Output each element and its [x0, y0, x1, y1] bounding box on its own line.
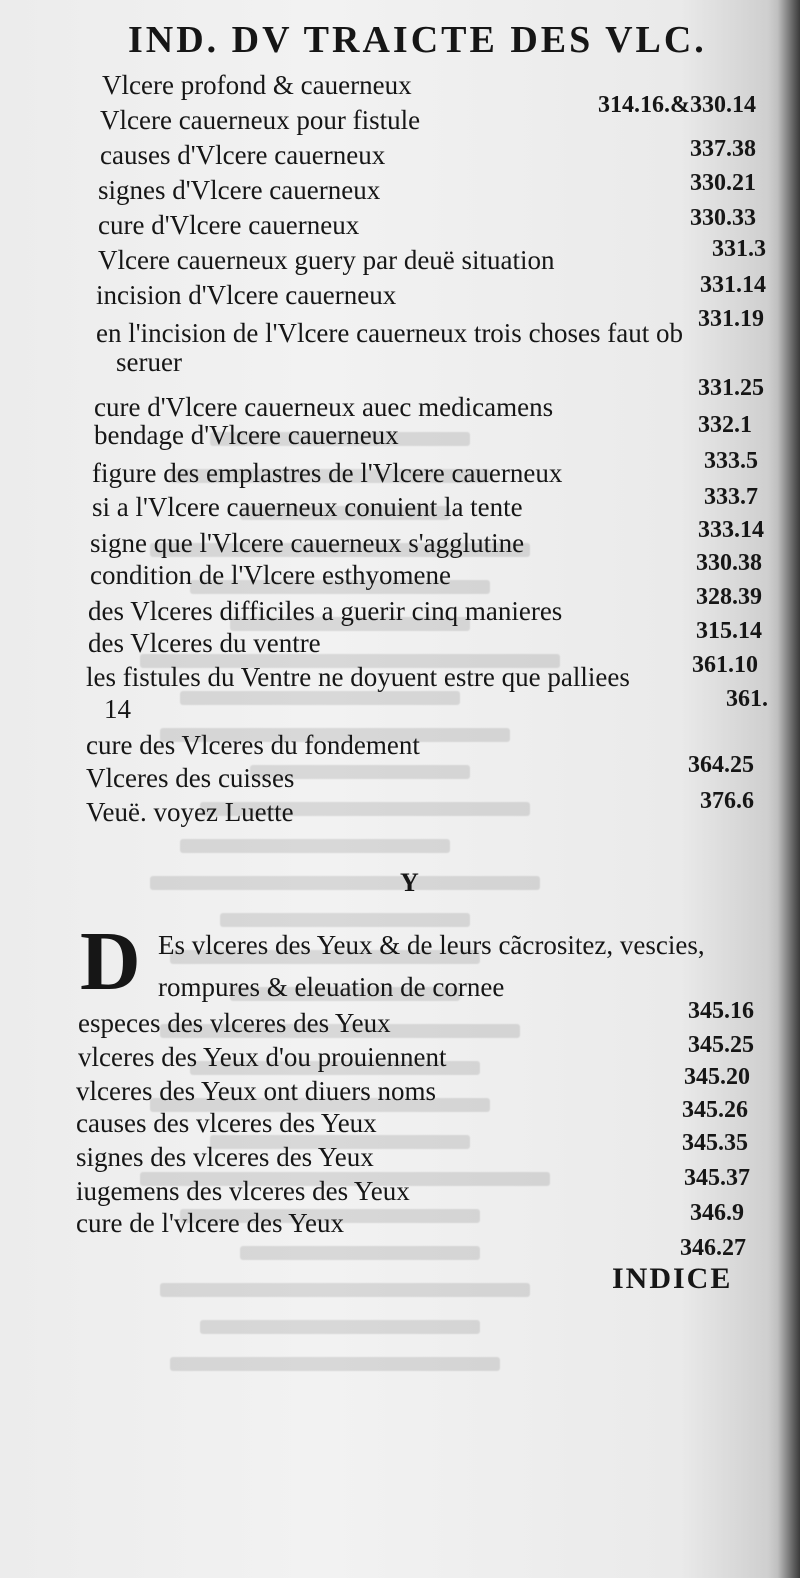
index-entry: Vlcere cauerneux pour fistule [100, 105, 421, 135]
section-letter: Y [400, 868, 419, 897]
index-entry-continuation: seruer [116, 347, 182, 377]
index-entry: especes des vlceres des Yeux [78, 1008, 391, 1038]
index-entry: vlceres des Yeux ont diuers noms [76, 1076, 436, 1106]
index-entry: cure d'Vlcere cauerneux [98, 210, 360, 240]
page-ref: 331.25 [698, 375, 764, 401]
page-ref: 333.7 [704, 484, 758, 510]
page-ref: 333.14 [698, 517, 764, 543]
index-entry: signes des vlceres des Yeux [76, 1142, 374, 1172]
page-ref: 330.38 [696, 550, 762, 576]
page-ref: 314.16.&330.14 [598, 92, 756, 118]
index-entry: des Vlceres du ventre [88, 628, 321, 658]
index-entry: vlceres des Yeux d'ou prouiennent [78, 1042, 447, 1072]
index-entry: causes des vlceres des Yeux [76, 1108, 377, 1138]
index-entry: les fistules du Ventre ne doyuent estre que palliees [86, 662, 630, 692]
index-entry: en l'incision de l'Vlcere cauerneux trois choses faut ob [96, 318, 684, 348]
page-ref: 330.33 [690, 205, 756, 231]
index-entry-continuation: 14 [104, 694, 131, 724]
page-ref: 315.14 [696, 618, 762, 644]
section-intro-line: rompures & eleuation de cornee [158, 972, 505, 1002]
index-entry: signes d'Vlcere cauerneux [98, 175, 381, 205]
drop-cap: D [80, 915, 141, 1008]
book-spine-shadow [778, 0, 800, 1578]
index-entry: cure de l'vlcere des Yeux [76, 1208, 345, 1238]
index-entry: cure d'Vlcere cauerneux auec medicamens [94, 392, 554, 422]
page-ref: 364.25 [688, 752, 754, 778]
index-entry: Vlcere profond & cauerneux [102, 70, 412, 100]
index-entry: bendage d'Vlcere cauerneux [94, 420, 399, 450]
page-ref: 346.27 [680, 1235, 746, 1261]
page-ref: 328.39 [696, 584, 762, 610]
page-ref: 331.19 [698, 306, 764, 332]
page-ref-fragment: 361. [726, 686, 768, 712]
page-ref: 331.14 [700, 272, 766, 298]
index-entry: si a l'Vlcere cauerneux conuient la tente [92, 492, 523, 522]
index-entry: cure des Vlceres du fondement [86, 730, 420, 760]
index-entry: condition de l'Vlcere esthyomene [90, 560, 451, 590]
page-ref: 333.5 [704, 448, 758, 474]
page-ref: 345.26 [682, 1097, 748, 1123]
running-header: IND. DV TRAICTE DES VLC. [128, 19, 707, 61]
index-entry: figure des emplastres de l'Vlcere cauerneux [92, 458, 563, 488]
index-entry: incision d'Vlcere cauerneux [96, 280, 397, 310]
page-ref: 345.20 [684, 1064, 750, 1090]
page-ref: 337.38 [690, 136, 756, 162]
page-ref: 376.6 [700, 788, 754, 814]
page-ref: 345.35 [682, 1130, 748, 1156]
page-ref: 332.1 [698, 412, 752, 438]
page-ref: 361.10 [692, 652, 758, 678]
index-entry: Vlcere cauerneux guery par deuë situation [98, 245, 555, 275]
page-ref: 346.9 [690, 1200, 744, 1226]
page-ref: 345.25 [688, 1032, 754, 1058]
page-ref: 345.37 [684, 1165, 750, 1191]
index-entry: iugemens des vlceres des Yeux [76, 1176, 410, 1206]
index-entry: des Vlceres difficiles a guerir cinq manieres [88, 596, 563, 626]
index-entry: signe que l'Vlcere cauerneux s'agglutine [90, 528, 525, 558]
index-entry: Vlceres des cuisses [86, 763, 295, 793]
index-entry: Veuë. voyez Luette [86, 797, 294, 827]
index-entry: causes d'Vlcere cauerneux [100, 140, 386, 170]
page-ref: 345.16 [688, 998, 754, 1024]
section-intro-line: Es vlceres des Yeux & de leurs cãcrositez, vescies, [158, 930, 705, 960]
page-ref: 331.3 [712, 236, 766, 262]
catchword: INDICE [612, 1262, 733, 1295]
page-ref: 330.21 [690, 170, 756, 196]
